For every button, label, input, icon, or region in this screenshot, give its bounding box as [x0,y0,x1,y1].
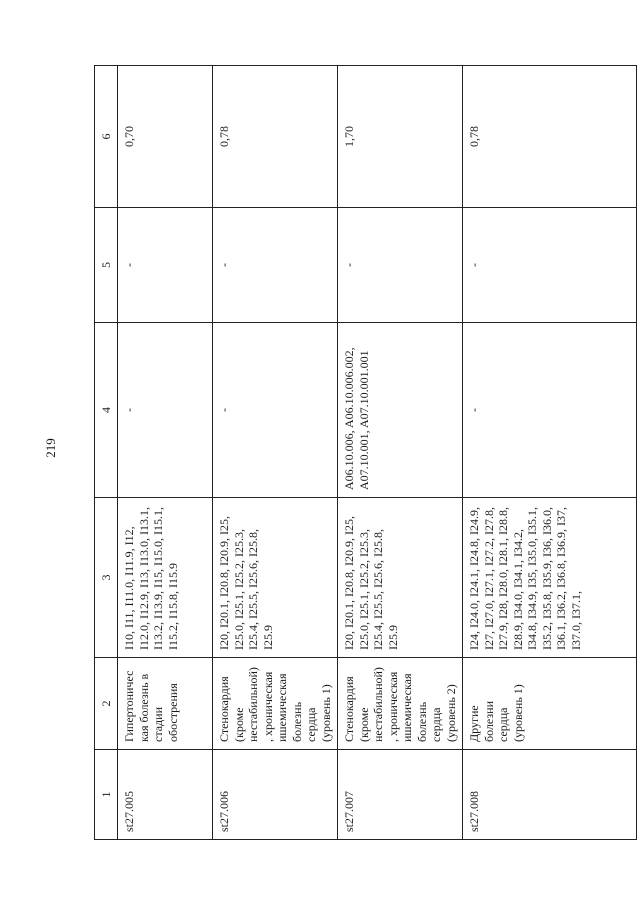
header-col-5: 5 [95,208,118,323]
header-col-3: 3 [95,498,118,658]
table-row [463,66,637,840]
table-row [118,66,213,840]
header-col-2: 2 [95,658,118,750]
cell-other: - [338,208,463,323]
cell-coef: 1,70 [338,66,463,208]
cell-coef: 0,70 [118,66,213,208]
header-col-4: 4 [95,323,118,498]
cell-diagnoses: I10, I11, I11.0, I11.9, I12, I12.0, I12.9, I13, I13.0, I13.1, I13.2, I13.9, I15, I15.0, I15.1, I15.2, I15.8, I15.9 [118,498,213,658]
cell-code: st27.005 [118,750,213,840]
cell-other: - [213,208,338,323]
cell-name: Стенокардия (кроме нестабильной), хроническая ишемическая болезнь сердца (уровень 2) [338,658,463,750]
cell-services: A06.10.006, A06.10.006.002, A07.10.001, A07.10.001.001 [338,323,463,498]
page-number: 219 [43,438,58,458]
table-row [213,66,338,840]
cell-code: st27.006 [213,750,338,840]
cell-other: - [118,208,213,323]
cell-services: - [463,323,637,498]
cell-services: - [118,323,213,498]
table-row [338,66,463,840]
cell-name: Стенокардия (кроме нестабильной), хроническая ишемическая болезнь сердца (уровень 1) [213,658,338,750]
header-row [95,66,118,840]
rotated-table [94,66,637,840]
cell-code: st27.007 [338,750,463,840]
cell-diagnoses: I24, I24.0, I24.1, I24.8, I24.9, I27, I27.0, I27.1, I27.2, I27.8, I27.9, I28, I28.0, I28.1, I28.8, I28.9, I34.0, I34.1, I34.2, I34.8, I34.9, I35, I35.0, I35.1, I35.2, I35.8, I35.9, I36, I36.0, I36.1, I36.2, I36.8, I36.9, I37, I37.0, I37.1, [463,498,637,658]
cell-services: - [213,323,338,498]
cell-name: Гипертоническая болезнь в стадии обострения [118,658,213,750]
cell-coef: 0,78 [213,66,338,208]
tariff-table [94,65,637,840]
table-container [94,66,637,840]
cell-name: Другие болезни сердца (уровень 1) [463,658,637,750]
cell-diagnoses: I20, I20.1, I20.8, I20.9, I25, I25.0, I25.1, I25.2, I25.3, I25.4, I25.5, I25.6, I25.8, I25.9 [213,498,338,658]
cell-other: - [463,208,637,323]
cell-code: st27.008 [463,750,637,840]
cell-coef: 0,78 [463,66,637,208]
header-col-6: 6 [95,66,118,208]
cell-diagnoses: I20, I20.1, I20.8, I20.9, I25, I25.0, I25.1, I25.2, I25.3, I25.4, I25.5, I25.6, I25.8, I25.9 [338,498,463,658]
header-col-1: 1 [95,750,118,840]
